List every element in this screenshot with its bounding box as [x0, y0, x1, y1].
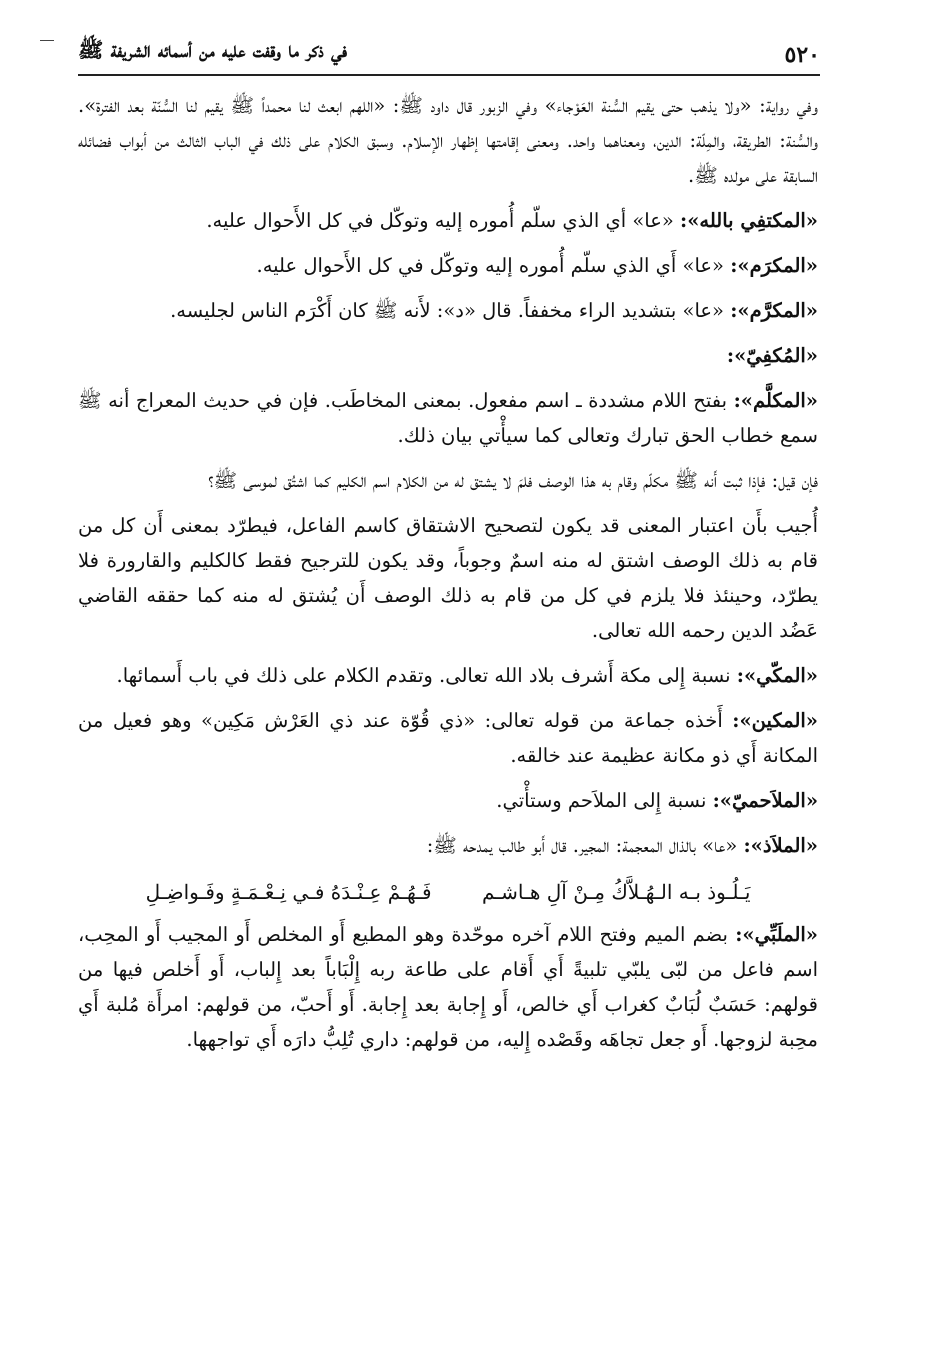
entry-text: نسبة إِلى الملاَحم وستأْتي. — [496, 789, 713, 812]
poem-hemistich-second: فَـهُـمْ عِـنْـدَهُ فـي نِـعْـمَـةٍ وفَـواضِـلِ — [145, 880, 432, 904]
entry-almakin — [78, 703, 818, 773]
entry-term: «الملَبِّي»: — [735, 923, 818, 946]
entry-text: بفتح اللام مشددة ـ اسم مفعول. بمعنى المخاطَب. فإن في حديث المعراج أنه ﷺ سمع خطاب الحق تبارك وتعالى كما سيأْتي بيان ذلك. — [78, 389, 818, 447]
running-title: في ذكر ما وقفت عليه من أسمائه الشريفة ﷺ — [78, 37, 348, 62]
entry-term: «المكتفِي بالله»: — [680, 209, 818, 232]
entry-almukfi — [78, 338, 818, 373]
paragraph-1: وفي رواية: «ولا يذهب حتى يقيم السُّنة العَوْجاء» وفي الزبور قال داود ﷺ: «اللهم ابعث لنا محمداً ﷺ يقيم لنا السُّنّة بعد الفترة». والسُّنة: الطريقة، والمِلّة: الدين، ومعناهما واحد. ومعنى إقامتها إظهار الإسلام. وسبق الكلام على ذلك في الباب الثالث من أبواب فضائله السابقة على مولده ﷺ. — [78, 94, 818, 187]
entry-almulabbi — [78, 917, 818, 1057]
poem-verse — [78, 873, 818, 911]
entry-almukallam — [78, 383, 818, 453]
entry-almalahimi — [78, 783, 818, 818]
entry-term: «المكرَّم»: — [730, 299, 818, 322]
poem-hemistich-first: يَـلُـوذ بـه الـهُـلاَّكُ مِـنْ آلِ هـاشـم — [481, 880, 751, 904]
entry-term: «المكين»: — [732, 709, 818, 732]
entry-almakki — [78, 658, 818, 693]
entry-text: «عا» أَي الذي سلّم أُموره إليه وتوكّل في كل الأَحوال عليه. — [256, 254, 731, 277]
answer-paragraph: أُجيب بأَن اعتبار المعنى قد يكون لتصحيح الاشتقاق كاسم الفاعل، فيطرّد بمعنى أَن كل من قام به ذلك الوصف اشتق له منه اسمٌ وجوباً، وقد يكون للترجيح فقط كالكليم والقارورة فلا يطرّد، وحينئذ فلا يلزم في كل من قام به ذلك الوصف أَن يُشتق له منه كما حققه القاضي عَضُد الدين رحمه الله تعالى. — [78, 514, 818, 642]
body-text — [78, 88, 818, 1067]
entry-text: أَخذه جماعة من قوله تعالى: «ذي قُوّة عند ذي العَرْش مَكِين» وهو فعيل من المكانة أَي ذو مكانة عظيمة عند خالقه. — [78, 709, 818, 767]
entry-term: «الملاَذ»: — [743, 834, 818, 857]
entry-text: بضم الميم وفتح اللام آخره موحّدة وهو المطيع أَو المخلص أَو المجيب أَو المحِب، اسم فاعل من لبّى يلبّي تلبيةً أَي أَقام على طاعة ربه إِلْبَاباً بعد إِلباب، أَو أَخلص فيها من قولهم: حَسَبٌ لُبَابٌ كغراب أَي خالص، أَو إِجابة بعد إِجابة. أَو أَحبّ، من قولهم: امرأَة مُلبة أَي محِبة لزوجها. أَو جعل تجاهَه وقَصْده إِليه، من قولهم: داري تُلِبُّ دارَه أَي تواجهها. — [78, 923, 818, 1051]
entry-text: «عا» أي الذي سلّم أُموره إليه وتوكّل في كل الأَحوال عليه. — [206, 209, 680, 232]
entry-term: «المكرَم»: — [730, 254, 818, 277]
entry-text: نسبة إِلى مكة أَشرف بلاد الله تعالى. وتقدم الكلام على ذلك في باب أَسمائها. — [116, 664, 737, 687]
entry-almuktafi — [78, 203, 818, 238]
page-number: ٥٢٠ — [784, 42, 820, 68]
entry-text: «عا» بتشديد الراء مخففاً. قال «د»: لأَنه ﷺ كان أَكْرَم الناس لجليسه. — [170, 299, 731, 322]
entry-term: «المكلَّم»: — [733, 389, 818, 412]
page-header — [78, 28, 820, 76]
corner-mark — [40, 40, 54, 41]
entry-almukarram — [78, 293, 818, 328]
entry-almalath — [78, 828, 818, 863]
entry-text: «عا» بالذال المعجمة: المجير. قال أَبو طالب يمدحه ﷺ: — [426, 834, 744, 857]
entry-term: «المكّي»: — [736, 664, 818, 687]
entry-almukram — [78, 248, 818, 283]
question-paragraph: فإن قيل: فإذا ثبت أَنه ﷺ مكلّم وقام به هذا الوصف فلمَ لا يشتق له من الكلام اسم الكليم كما اشتُق لموسى ﷺ؟ — [208, 469, 818, 492]
entry-term: «المُكفِيّ»: — [726, 344, 818, 367]
entry-term: «الملاَحميّ»: — [712, 789, 818, 812]
